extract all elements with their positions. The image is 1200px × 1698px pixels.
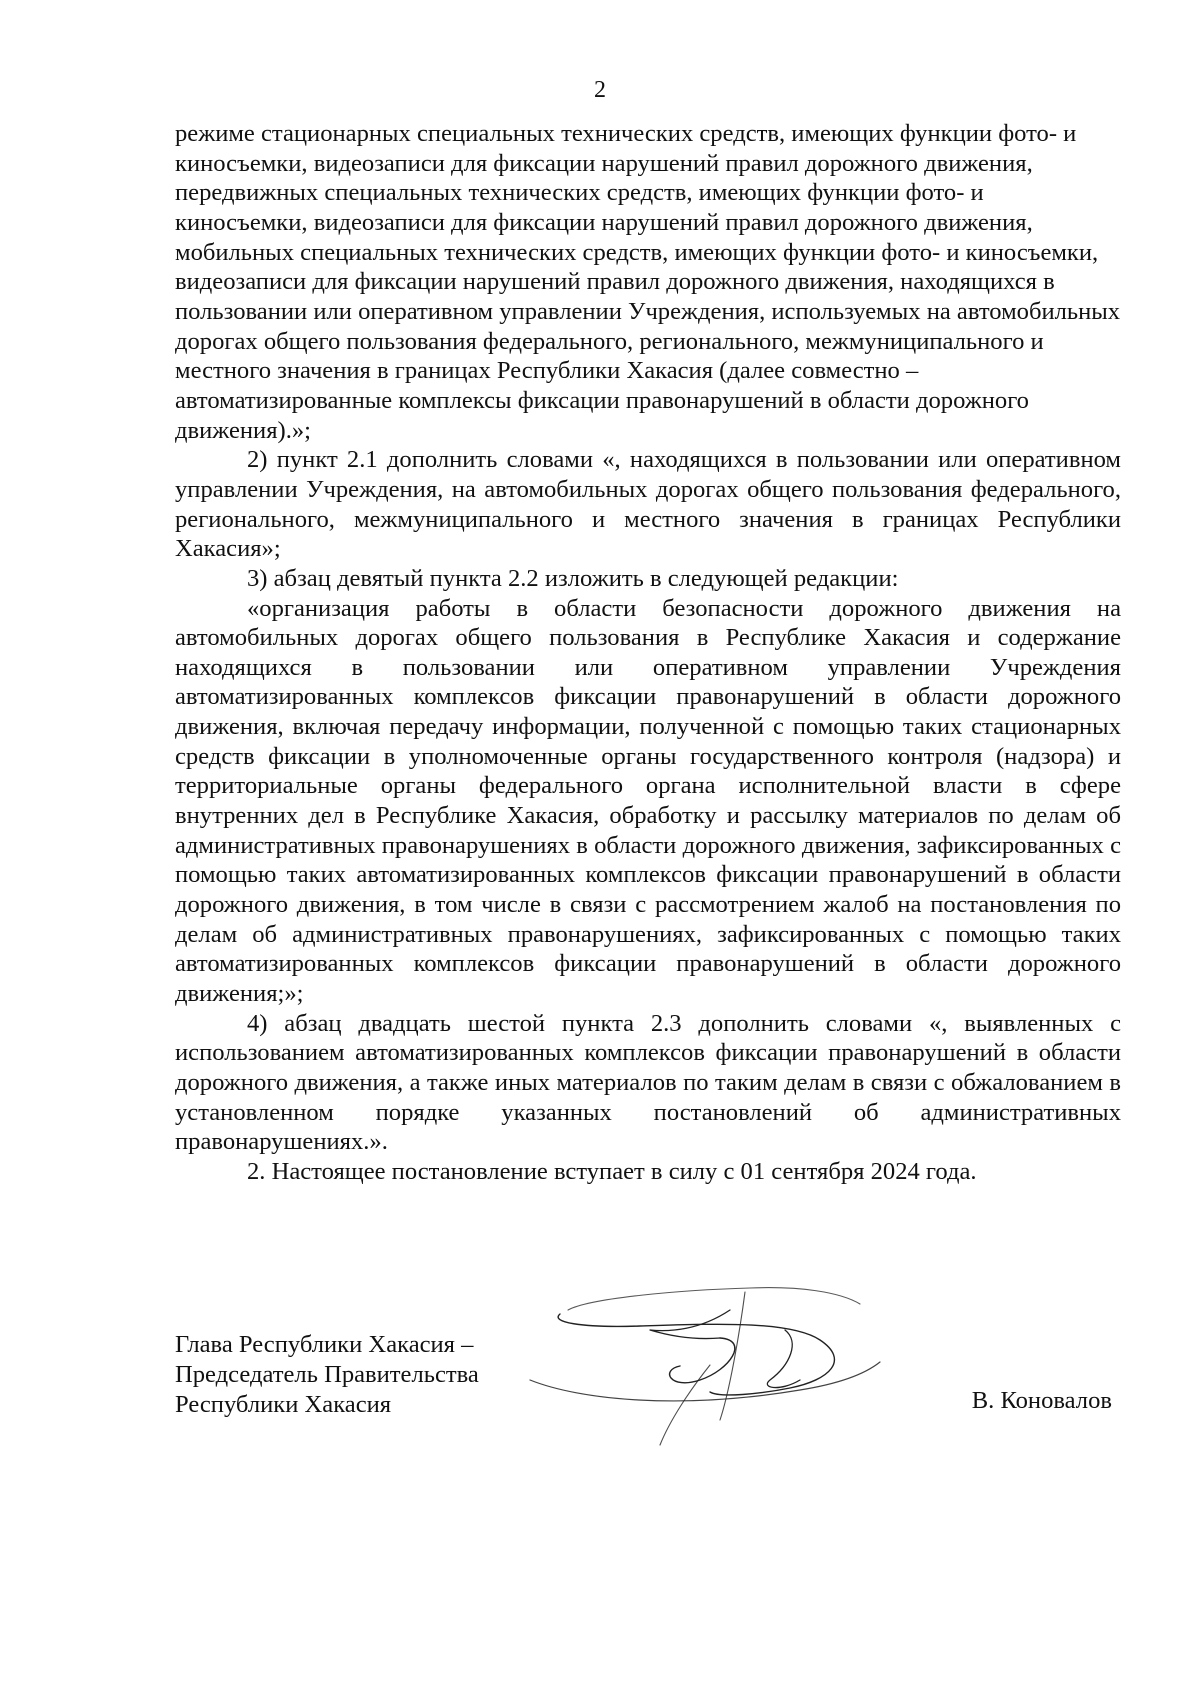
page-number: 2 bbox=[594, 77, 606, 103]
signatory-title-line: Глава Республики Хакасия – bbox=[175, 1331, 474, 1358]
paragraph-item-3: 3) абзац девятый пункта 2.2 изложить в следующей редакции: bbox=[247, 564, 899, 592]
paragraph-effective-date: 2. Настоящее постановление вступает в силу с 01 сентября 2024 года. bbox=[247, 1157, 977, 1185]
paragraph-item-4: 4) абзац двадцать шестой пункта 2.3 дополнить словами «, выявленных с использованием автоматизированных комплексов фиксации правонарушений в области дорожного движения, а также иных материалов по таким делам в связи с обжалованием в установленном порядке указанных постановлений об административных правонарушениях.». bbox=[175, 1009, 1121, 1156]
handwritten-signature bbox=[520, 1270, 900, 1450]
paragraph-item-2: 2) пункт 2.1 дополнить словами «, находящихся в пользовании или оперативном управлении Учреждения, на автомобильных дорогах общего пользования федерального, регионального, межмуниципального и местного значения в границах Республики Хакасия»; bbox=[175, 446, 1121, 563]
paragraph-quoted-text: «организация работы в области безопасности дорожного движения на автомобильных дорогах общего пользования в Республике Хакасия и содержание находящихся в пользовании или оперативном управлении Учреждения автоматизированных комплексов фиксации правонарушений в области дорожного движения, включая передачу информации, полученной с помощью таких стационарных средств фиксации в уполномоченные органы государственного контроля (надзора) и территориальные органы федерального органа исполнительной власти в сфере внутренних дел в Республике Хакасия, обработку и рассылку материалов по делам об административных правонарушениях в области дорожного движения, зафиксированных с помощью таких автоматизированных комплексов фиксации правонарушений в области дорожного движения, в том числе в связи с рассмотрением жалоб на постановления по делам об административных правонарушениях, зафиксированных с помощью таких автоматизированных комплексов фиксации правонарушений в области дорожного движения;»; bbox=[175, 594, 1121, 1008]
signatory-title-line: Председатель Правительства bbox=[175, 1360, 479, 1388]
paragraph-continuation: режиме стационарных специальных технических средств, имеющих функции фото- и киносъемки, видеозаписи для фиксации нарушений правил дорожного движения, передвижных специальных технических средств, имеющих функции фото- и киносъемки, видеозаписи для фиксации нарушений правил дорожного движения, мобильных специальных технических средств, имеющих функции фото- и киносъемки, видеозаписи для фиксации нарушений правил дорожного движения, находящихся в пользовании или оперативном управлении Учреждения, используемых на автомобильных дорогах общего пользования федерального, регионального, межмуниципального и местного значения в границах Республики Хакасия (далее совместно – автоматизированные комплексы фиксации правонарушений в области дорожного движения).»; bbox=[175, 120, 1121, 444]
signatory-title-line: Республики Хакасия bbox=[175, 1390, 392, 1418]
signatory-title bbox=[175, 1330, 479, 1419]
signatory-name: В. Коновалов bbox=[971, 1387, 1112, 1414]
document-body bbox=[175, 119, 1121, 1187]
